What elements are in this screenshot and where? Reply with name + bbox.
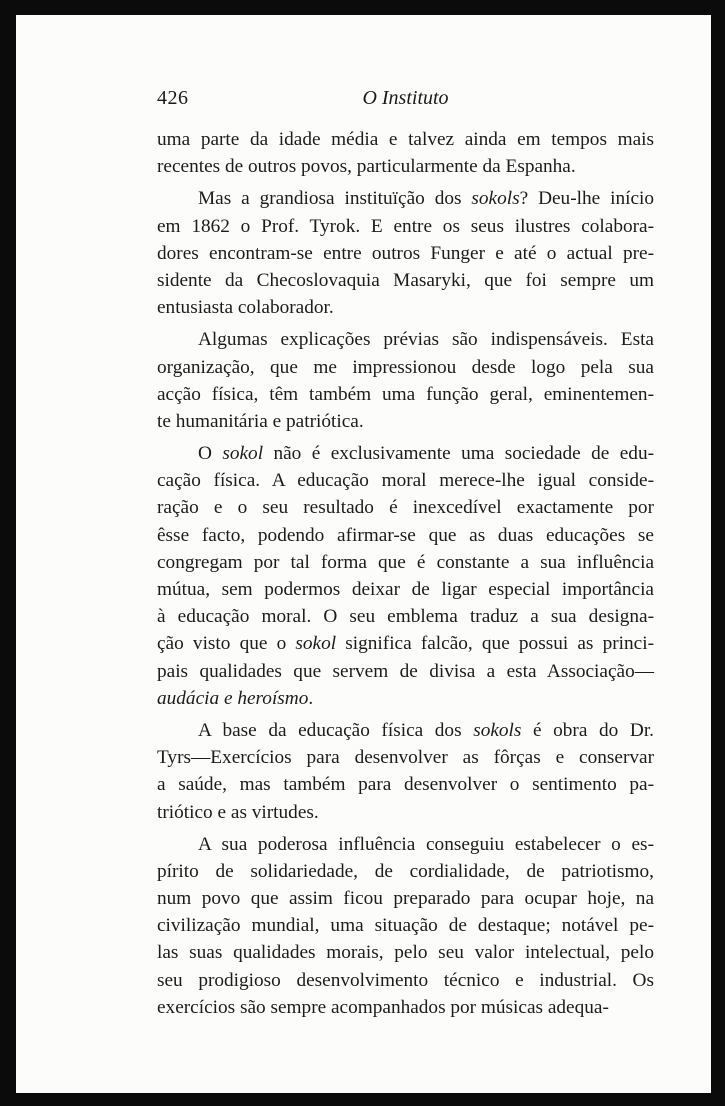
page-header: [157, 87, 654, 117]
text-segment: organização, que me impressionou desde logo pela sua: [157, 356, 654, 378]
text-segment: entusiasta colaborador.: [157, 297, 334, 319]
text-segment: significa falcão, que possui as princi-: [336, 633, 654, 655]
text-segment: êsse facto, podendo afirmar-se que as duas educações se: [157, 524, 654, 546]
paragraph: [157, 717, 654, 826]
body-text: [157, 126, 654, 1021]
text-segment: acção física, têm também uma função geral, eminentemen-: [157, 383, 654, 405]
text-segment: não é exclusivamente uma sociedade de edu-: [263, 443, 655, 465]
text-segment: A sua poderosa influência conseguiu estabelecer o es-: [198, 833, 654, 855]
text-line: [157, 685, 654, 712]
text-segment: civilização mundial, uma situação de destaque; notável pe-: [157, 915, 654, 937]
text-segment: à educação moral. O seu emblema traduz a sua designa-: [157, 606, 654, 628]
paragraph: [157, 326, 654, 435]
text-line: [157, 858, 654, 885]
paragraph: [157, 831, 654, 1021]
text-segment: pais qualidades que servem de divisa a esta Associação—: [157, 660, 654, 682]
paragraph: [157, 185, 654, 321]
text-segment: em 1862 o Prof. Tyrok. E entre os seus ilustres colabora-: [157, 215, 654, 237]
text-line: [157, 326, 654, 353]
text-segment: congregam por tal forma que é constante a sua influência: [157, 551, 654, 573]
page-number: 426: [157, 87, 189, 109]
text-line: [157, 576, 654, 603]
italic-text: audácia e heroísmo: [157, 687, 309, 709]
text-line: [157, 185, 654, 212]
text-line: [157, 994, 654, 1021]
text-line: [157, 408, 654, 435]
text-segment: a saúde, mas também para desenvolver o sentimento pa-: [157, 774, 654, 796]
text-line: [157, 440, 654, 467]
text-segment: O: [198, 443, 223, 465]
text-line: [157, 240, 654, 267]
text-segment: Tyrs—Exercícios para desenvolver as fôrças e conservar: [157, 747, 654, 769]
text-line: [157, 912, 654, 939]
text-segment: A base da educação física dos: [198, 719, 474, 741]
text-line: [157, 494, 654, 521]
text-segment: recentes de outros povos, particularmente da Espanha.: [157, 156, 576, 178]
text-line: [157, 354, 654, 381]
text-line: [157, 522, 654, 549]
text-segment: Algumas explicações prévias são indispensáveis. Esta: [198, 329, 654, 351]
text-segment: ? Deu-lhe início: [519, 188, 655, 210]
italic-text: sokols: [471, 188, 520, 210]
text-line: [157, 967, 654, 994]
text-line: [157, 717, 654, 744]
text-line: [157, 771, 654, 798]
text-line: [157, 126, 654, 153]
text-segment: .: [308, 687, 314, 709]
book-page: [16, 15, 711, 1093]
text-line: [157, 630, 654, 657]
text-line: [157, 267, 654, 294]
paragraph: [157, 126, 654, 180]
text-segment: ração e o seu resultado é inexcedível exactamente por: [157, 497, 654, 519]
text-segment: cação física. A educação moral merece-lhe igual conside-: [157, 470, 654, 492]
text-segment: ção visto que o: [157, 633, 296, 655]
text-line: [157, 799, 654, 826]
text-line: [157, 467, 654, 494]
text-segment: sidente da Checoslovaquia Masaryki, que foi sempre um: [157, 269, 654, 291]
text-segment: exercícios são sempre acompanhados por músicas adequa-: [157, 996, 609, 1018]
text-segment: pírito de solidariedade, de cordialidade, de patriotismo,: [157, 860, 654, 882]
text-line: [157, 603, 654, 630]
paragraph: [157, 440, 654, 712]
text-line: [157, 213, 654, 240]
text-segment: las suas qualidades morais, pelo seu valor intelectual, pelo: [157, 942, 654, 964]
text-segment: num povo que assim ficou preparado para ocupar hoje, na: [157, 888, 654, 910]
text-line: [157, 153, 654, 180]
text-line: [157, 381, 654, 408]
text-segment: triótico e as virtudes.: [157, 801, 319, 823]
text-segment: mútua, sem podermos deixar de ligar especial importância: [157, 579, 654, 600]
italic-text: sokols: [473, 719, 522, 741]
text-segment: uma parte da idade média e talvez ainda em tempos mais: [157, 129, 654, 150]
text-line: [157, 294, 654, 321]
text-segment: Mas a grandiosa instituïção dos: [198, 188, 472, 210]
text-line: [157, 658, 654, 685]
text-line: [157, 939, 654, 966]
text-segment: dores encontram-se entre outros Funger e até o actual pre-: [157, 242, 654, 264]
text-line: [157, 885, 654, 912]
text-line: [157, 744, 654, 771]
running-title: O Instituto: [362, 87, 449, 109]
italic-text: sokol: [295, 633, 337, 655]
text-line: [157, 549, 654, 576]
italic-text: sokol: [222, 443, 264, 465]
text-segment: seu prodigioso desenvolvimento técnico e industrial. Os: [157, 969, 654, 991]
text-segment: te humanitária e patriótica.: [157, 410, 364, 432]
text-line: [157, 831, 654, 858]
text-segment: é obra do Dr.: [521, 719, 654, 741]
